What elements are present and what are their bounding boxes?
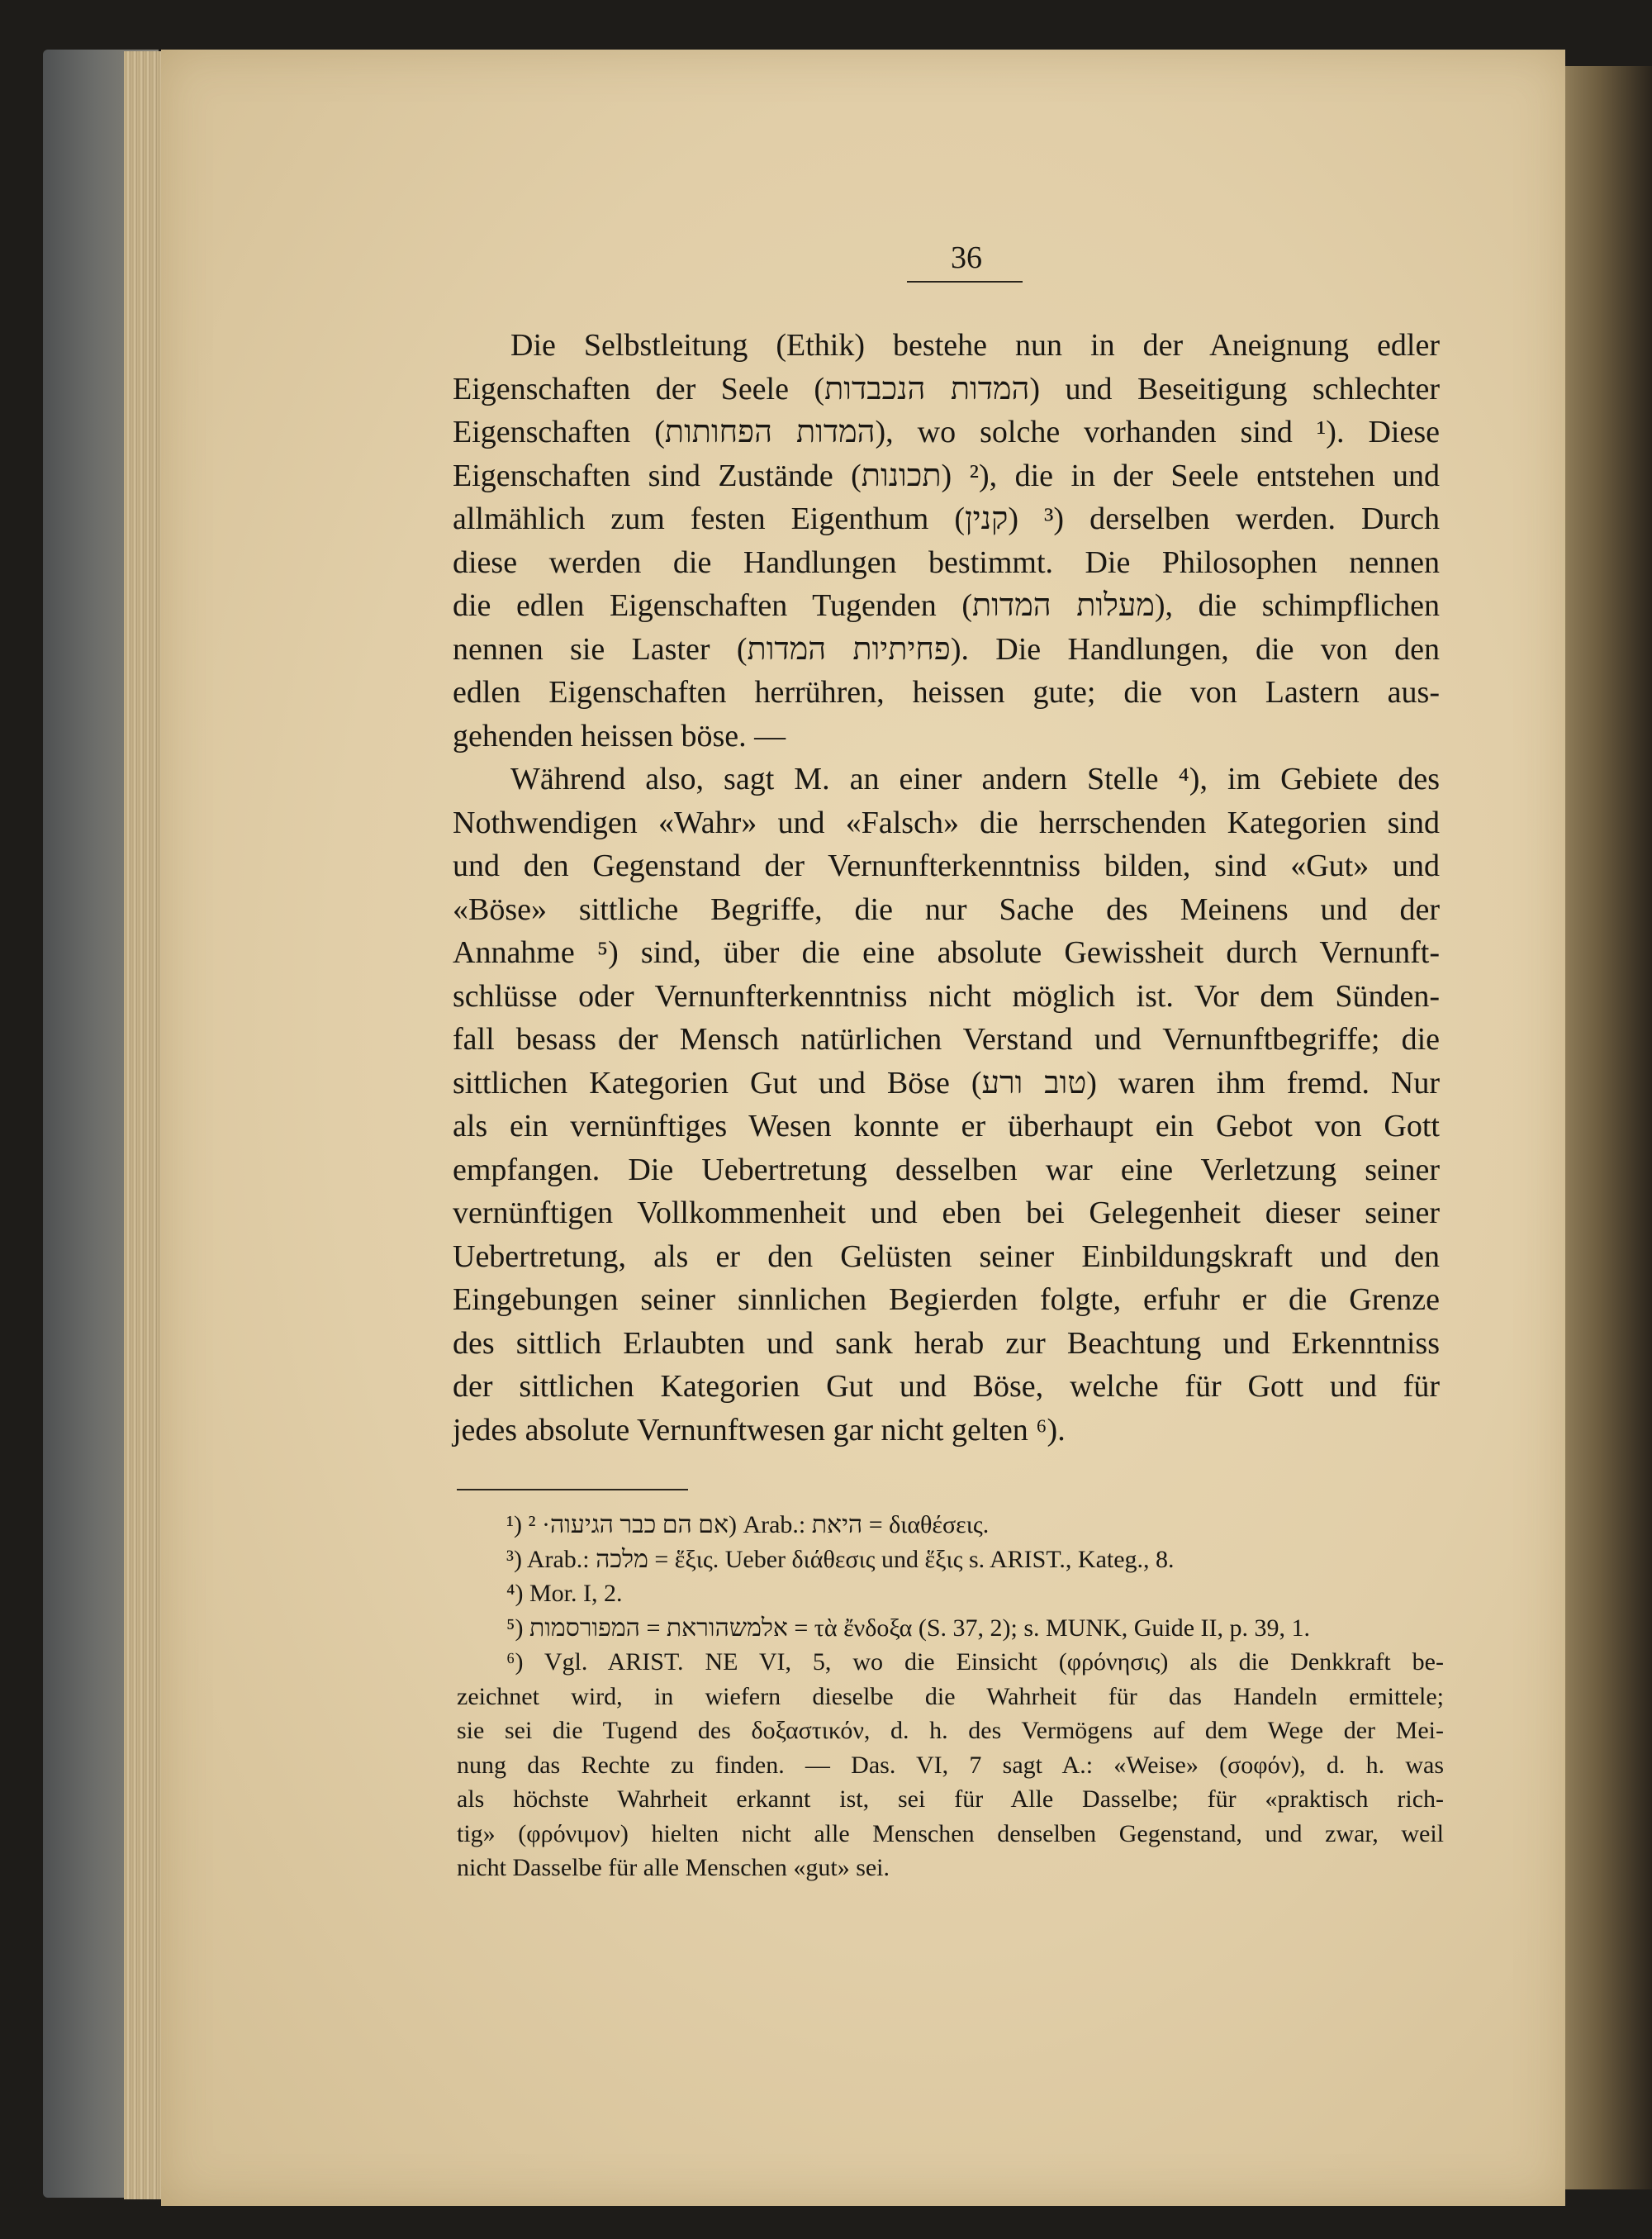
- text-line: Annahme ⁵) sind, über die eine absolute Gewissheit durch Vernunft-: [453, 935, 1440, 970]
- text-line: gehenden heissen böse. —: [453, 718, 786, 753]
- text-line: Eigenschaften (המדות הפחותות), wo solche vorhanden sind ¹). Diese: [453, 415, 1440, 449]
- text-line: Nothwendigen «Wahr» und «Falsch» die herrschenden Kategorien sind: [453, 805, 1440, 840]
- footnote-line: zeichnet wird, in wiefern dieselbe die Wahrheit für das Handeln ermittele;: [457, 1682, 1444, 1710]
- footnote-line: als höchste Wahrheit erkannt ist, sei für Alle Dasselbe; für «praktisch rich-: [457, 1785, 1444, 1813]
- text-line: Uebertretung, als er den Gelüsten seiner Einbildungskraft und den: [453, 1238, 1440, 1274]
- footnote-line: tig» (φρόνιμον) hielten nicht alle Menschen denselben Gegenstand, und zwar, weil: [457, 1819, 1444, 1847]
- text-line: der sittlichen Kategorien Gut und Böse, welche für Gott und für: [453, 1369, 1440, 1404]
- text-line: als ein vernünftiges Wesen konnte er überhaupt ein Gebot von Gott: [453, 1109, 1440, 1143]
- text-line: vernünftigen Vollkommenheit und eben bei Gelegenheit dieser seiner: [453, 1196, 1440, 1230]
- text-line: Eigenschaften der Seele (המדות הנכבדות) und Beseitigung schlechter: [453, 371, 1440, 406]
- text-line: edlen Eigenschaften herrühren, heissen gute; die von Lastern aus-: [453, 675, 1440, 710]
- text-line: jedes absolute Vernunftwesen gar nicht gelten ⁶).: [453, 1412, 1066, 1448]
- text-line: allmählich zum festen Eigenthum (קנין) ³) derselben werden. Durch: [453, 502, 1441, 536]
- book-spine-right: [1565, 66, 1652, 2189]
- page-number: 36: [951, 240, 982, 275]
- footnote-line: nicht Dasselbe für alle Menschen «gut» sei.: [457, 1854, 890, 1881]
- text-line: nennen sie Laster (פחיתיות המדות). Die Handlungen, die von den: [453, 631, 1440, 667]
- footnote-rule: [457, 1489, 688, 1490]
- text-line: Eigenschaften sind Zustände (תכונות) ²), die in der Seele entstehen und: [453, 458, 1440, 493]
- text-line: sittlichen Kategorien Gut und Böse (טוב ורע) waren ihm fremd. Nur: [453, 1065, 1440, 1100]
- text-line: und den Gegenstand der Vernunfterkenntniss bilden, sind «Gut» und: [453, 849, 1440, 883]
- text-line: schlüsse oder Vernunfterkenntniss nicht möglich ist. Vor dem Sünden-: [453, 978, 1440, 1014]
- text-line: die edlen Eigenschaften Tugenden (מעלות המדות), die schimpflichen: [453, 588, 1440, 623]
- text-line: diese werden die Handlungen bestimmt. Die Philosophen nennen: [453, 544, 1440, 580]
- text-line: Während also, sagt M. an einer andern Stelle ⁴), im Gebiete des: [510, 762, 1440, 796]
- footnote-line: ⁵) אלמשהוראת = המפורסמות = τὰ ἔνδοξα (S. 37, 2); s. MUNK, Guide II, p. 39, 1.: [506, 1614, 1310, 1642]
- footnote-line: ¹) אם הם כבר הגיעוה· ²) Arab.: היאת = διαθέσεις.: [506, 1511, 990, 1538]
- text-line: Die Selbstleitung (Ethik) bestehe nun in der Aneignung edler: [510, 328, 1440, 363]
- footnote-line: ⁴) Mor. I, 2.: [506, 1580, 623, 1607]
- footnotes: [457, 1508, 1444, 1885]
- footnote-line: sie sei die Tugend des δοξαστικόν, d. h. des Vermögens auf dem Wege der Mei-: [457, 1717, 1444, 1744]
- footnote-line: ⁶) Vgl. ARIST. NE VI, 5, wo die Einsicht (φρόνησις) als die Denkkraft be-: [506, 1648, 1444, 1676]
- page-number-rule: [907, 281, 1023, 283]
- text-line: empfangen. Die Uebertretung desselben war eine Verletzung seiner: [453, 1152, 1440, 1187]
- footnote-line: ³) Arab.: מלכה = ἕξις. Ueber διάθεσις und ἕξις s. ARIST., Kateg., 8.: [506, 1545, 1175, 1573]
- footnote-line: nung das Rechte zu finden. — Das. VI, 7 sagt A.: «Weise» (σοφόν), d. h. was: [457, 1751, 1444, 1779]
- main-text: [453, 324, 1440, 1452]
- text-line: fall besass der Mensch natürlichen Verstand und Vernunftbegriffe; die: [453, 1022, 1440, 1057]
- text-line: «Böse» sittliche Begriffe, die nur Sache des Meinens und der: [453, 891, 1440, 927]
- text-line: des sittlich Erlaubten und sank herab zur Beachtung und Erkenntniss: [453, 1325, 1440, 1361]
- text-line: Eingebungen seiner sinnlichen Begierden folgte, erfuhr er die Grenze: [453, 1282, 1440, 1317]
